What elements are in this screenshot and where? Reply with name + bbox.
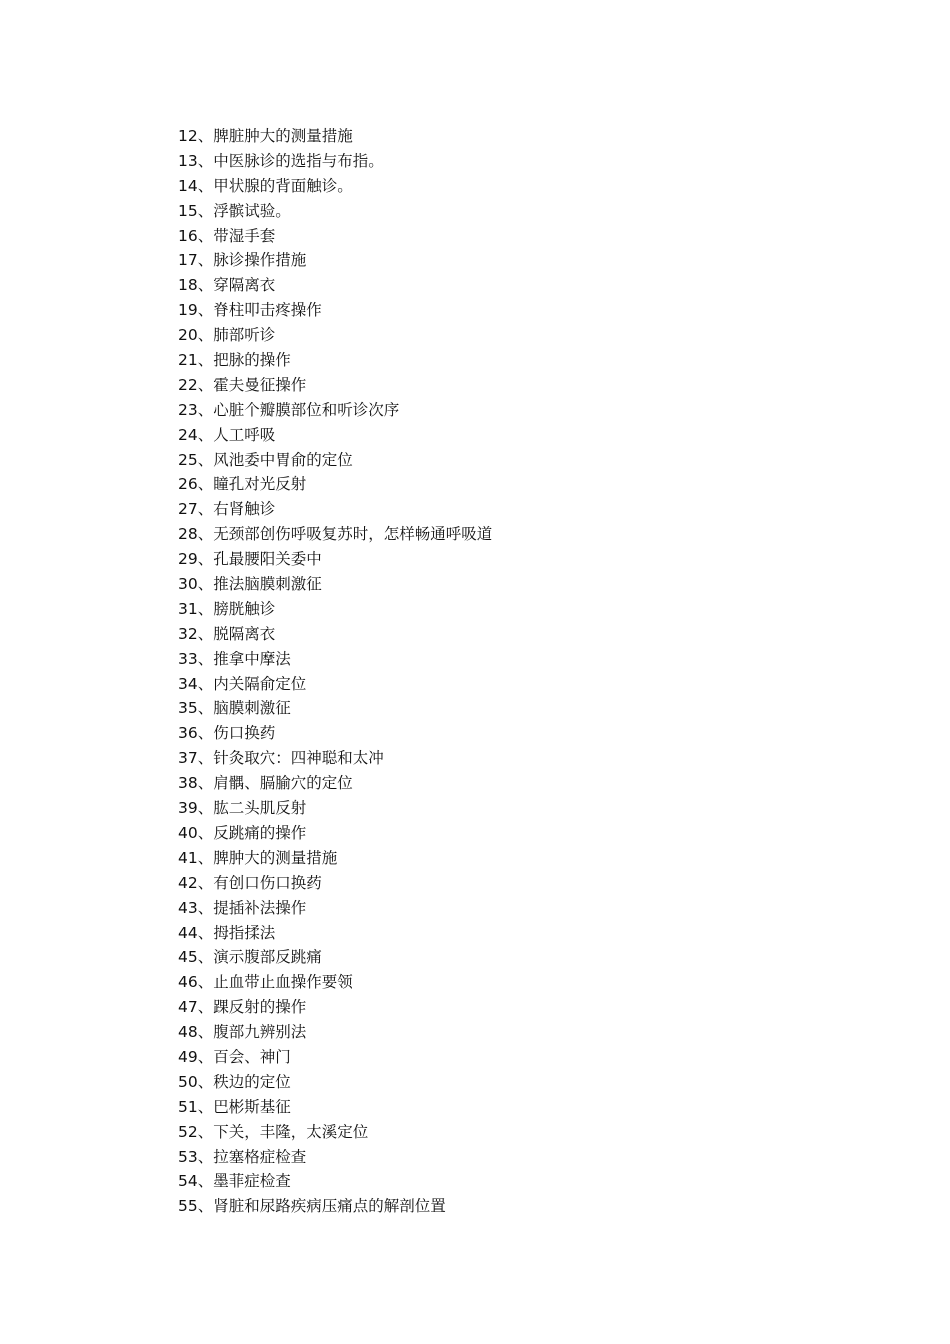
list-item — [178, 1045, 492, 1070]
list-item-text: 25、风池委中胃俞的定位 — [178, 450, 353, 469]
list-item — [178, 472, 492, 497]
list-item-text: 54、墨菲症检查 — [178, 1172, 291, 1191]
list-item-text: 37、针灸取穴：四神聪和太冲 — [178, 749, 384, 768]
list-item — [178, 1194, 492, 1219]
list-item-text: 39、肱二头肌反射 — [178, 799, 307, 818]
list-item — [178, 771, 492, 796]
list-item-text: 41、脾肿大的测量措施 — [178, 848, 338, 867]
list-item — [178, 448, 492, 473]
list-item — [178, 672, 492, 697]
list-item — [178, 298, 492, 323]
list-item — [178, 398, 492, 423]
list-item-text: 38、肩髃、膈腧穴的定位 — [178, 774, 353, 793]
list-item-text: 48、腹部九辨别法 — [178, 1023, 307, 1042]
list-item — [178, 597, 492, 622]
list-item — [178, 1169, 492, 1194]
list-item — [178, 323, 492, 348]
list-item — [178, 846, 492, 871]
list-item-text: 40、反跳痛的操作 — [178, 823, 307, 842]
list-item-text: 20、肺部听诊 — [178, 326, 276, 345]
list-item-text: 42、有创口伤口换药 — [178, 873, 322, 892]
list-item — [178, 696, 492, 721]
list-item — [178, 273, 492, 298]
list-item-text: 46、止血带止血操作要领 — [178, 973, 353, 992]
list-item — [178, 896, 492, 921]
list-item — [178, 373, 492, 398]
list-item-text: 31、膀胱触诊 — [178, 599, 276, 618]
list-item-text: 43、提插补法操作 — [178, 898, 307, 917]
list-item — [178, 945, 492, 970]
list-item — [178, 1145, 492, 1170]
list-item-text: 23、心脏个瓣膜部位和听诊次序 — [178, 400, 400, 419]
list-item — [178, 746, 492, 771]
list-item-text: 26、瞳孔对光反射 — [178, 475, 307, 494]
list-item — [178, 497, 492, 522]
list-item — [178, 348, 492, 373]
list-item — [178, 572, 492, 597]
list-item — [178, 199, 492, 224]
list-item-text: 44、拇指揉法 — [178, 923, 276, 942]
list-item-text: 19、脊柱叩击疼操作 — [178, 301, 322, 320]
list-item-text: 30、推法脑膜刺激征 — [178, 575, 322, 594]
list-item — [178, 1120, 492, 1145]
list-item — [178, 970, 492, 995]
list-item-text: 49、百会、神门 — [178, 1047, 291, 1066]
list-item-text: 52、下关，丰隆，太溪定位 — [178, 1122, 369, 1141]
list-item-text: 18、穿隔离衣 — [178, 276, 276, 295]
list-item-text: 13、中医脉诊的选指与布指。 — [178, 151, 384, 170]
list-item — [178, 174, 492, 199]
list-item-text: 24、人工呼吸 — [178, 425, 276, 444]
list-item — [178, 871, 492, 896]
list-item-text: 51、巴彬斯基征 — [178, 1097, 291, 1116]
list-item-text: 29、孔最腰阳关委中 — [178, 550, 322, 569]
list-item-text: 16、带湿手套 — [178, 226, 276, 245]
list-item-text: 27、右肾触诊 — [178, 500, 276, 519]
list-item-text: 36、伤口换药 — [178, 724, 276, 743]
list-item-text: 32、脱隔离衣 — [178, 624, 276, 643]
list-item — [178, 522, 492, 547]
list-item-text: 47、踝反射的操作 — [178, 998, 307, 1017]
list-item — [178, 224, 492, 249]
list-item-text: 35、脑膜刺激征 — [178, 699, 291, 718]
list-item — [178, 1070, 492, 1095]
list-item — [178, 547, 492, 572]
list-item — [178, 423, 492, 448]
list-item — [178, 149, 492, 174]
list-item — [178, 796, 492, 821]
list-item — [178, 1020, 492, 1045]
list-item-text: 22、霍夫曼征操作 — [178, 375, 307, 394]
list-item — [178, 622, 492, 647]
list-item-text: 55、肾脏和尿路疾病压痛点的解剖位置 — [178, 1197, 446, 1216]
list-item-text: 21、把脉的操作 — [178, 351, 291, 370]
list-item-text: 53、拉塞格症检查 — [178, 1147, 307, 1166]
list-item-text: 34、内关隔俞定位 — [178, 674, 307, 693]
list-item-text: 17、脉诊操作措施 — [178, 251, 307, 270]
list-item — [178, 1095, 492, 1120]
list-item-text: 33、推拿中摩法 — [178, 649, 291, 668]
list-item-text: 28、无颈部创伤呼吸复苏时，怎样畅通呼吸道 — [178, 525, 493, 544]
list-item — [178, 995, 492, 1020]
exam-item-list — [178, 124, 492, 1219]
list-item — [178, 124, 492, 149]
list-item-text: 12、脾脏肿大的测量措施 — [178, 127, 353, 145]
list-item — [178, 248, 492, 273]
list-item-text: 15、浮髌试验。 — [178, 201, 291, 220]
list-item — [178, 647, 492, 672]
list-item — [178, 921, 492, 946]
list-item-text: 50、秩边的定位 — [178, 1072, 291, 1091]
list-item — [178, 721, 492, 746]
list-item-text: 14、甲状腺的背面触诊。 — [178, 176, 353, 195]
list-item-text: 45、演示腹部反跳痛 — [178, 948, 322, 967]
list-item — [178, 821, 492, 846]
